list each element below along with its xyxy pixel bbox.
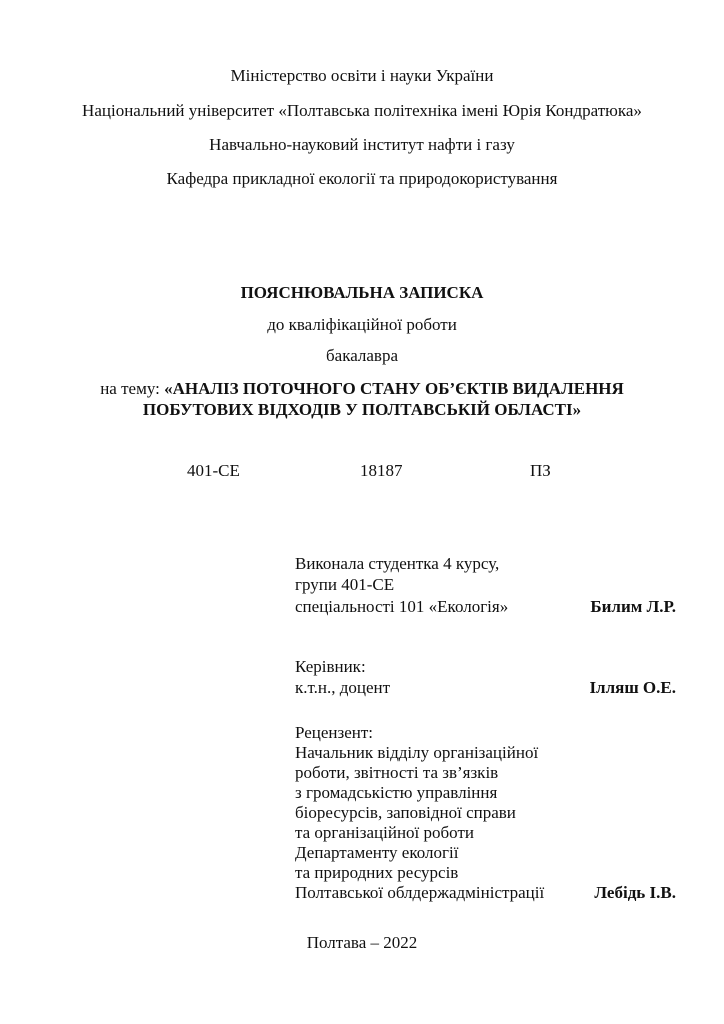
doc-subtitle: до кваліфікаційної роботи	[267, 315, 457, 334]
student-name: Билим Л.Р.	[590, 596, 676, 616]
degree-label: бакалавра	[326, 346, 398, 365]
doc-code-row	[0, 461, 724, 483]
header-institute: Навчально-науковий інститут нафти і газу	[209, 135, 515, 154]
student-line-1: Виконала студентка 4 курсу,	[295, 554, 500, 573]
student-specialty-row	[295, 596, 676, 617]
reviewer-line-6: Департаменту екології	[295, 843, 459, 862]
reviewer-block	[295, 723, 676, 903]
city-year-footer: Полтава – 2022	[306, 933, 418, 952]
reviewer-line-5: та організаційної роботи	[295, 823, 474, 842]
header-ministry: Міністерство освіти і науки України	[230, 66, 494, 85]
reviewer-label: Рецензент:	[295, 723, 374, 742]
supervisor-degree: к.т.н., доцент	[295, 678, 391, 698]
header-department: Кафедра прикладної екології та природокористування	[166, 169, 558, 188]
doc-code-suffix: ПЗ	[530, 461, 551, 480]
supervisor-row	[295, 677, 676, 698]
supervisor-label: Керівник:	[295, 657, 366, 676]
reviewer-line-7: та природних ресурсів	[295, 863, 459, 882]
supervisor-name: Ілляш О.Е.	[589, 678, 676, 698]
reviewer-line-4: біоресурсів, заповідної справи	[295, 803, 516, 822]
doc-title: ПОЯСНЮВАЛЬНА ЗАПИСКА	[240, 283, 484, 302]
reviewer-line-1: Начальник відділу організаційної	[295, 743, 539, 762]
thesis-theme	[0, 378, 724, 420]
supervisor-block	[295, 656, 676, 699]
reviewer-line-2: роботи, звітності та зв’язків	[295, 763, 499, 782]
doc-code-number: 18187	[360, 461, 403, 480]
theme-line2: ПОБУТОВИХ ВІДХОДІВ У ПОЛТАВСЬКІЙ ОБЛАСТІ»	[142, 400, 582, 419]
reviewer-name: Лебідь І.В.	[594, 883, 676, 902]
reviewer-line-3: з громадськістю управління	[295, 783, 498, 802]
student-line-2: групи 401-СЕ	[295, 575, 395, 595]
theme-prefix: на тему:	[100, 379, 165, 398]
student-block	[295, 553, 676, 617]
reviewer-line-8: Полтавської облдержадміністрації	[295, 883, 545, 902]
header-university: Національний університет «Полтавська політехніка імені Юрія Кондратюка»	[82, 101, 642, 120]
reviewer-last-row	[295, 883, 676, 903]
doc-code-group: 401-СЕ	[187, 461, 240, 480]
theme-line1: «АНАЛІЗ ПОТОЧНОГО СТАНУ ОБ’ЄКТІВ ВИДАЛЕННЯ	[164, 379, 624, 398]
student-line-3: спеціальності 101 «Екологія»	[295, 596, 509, 616]
